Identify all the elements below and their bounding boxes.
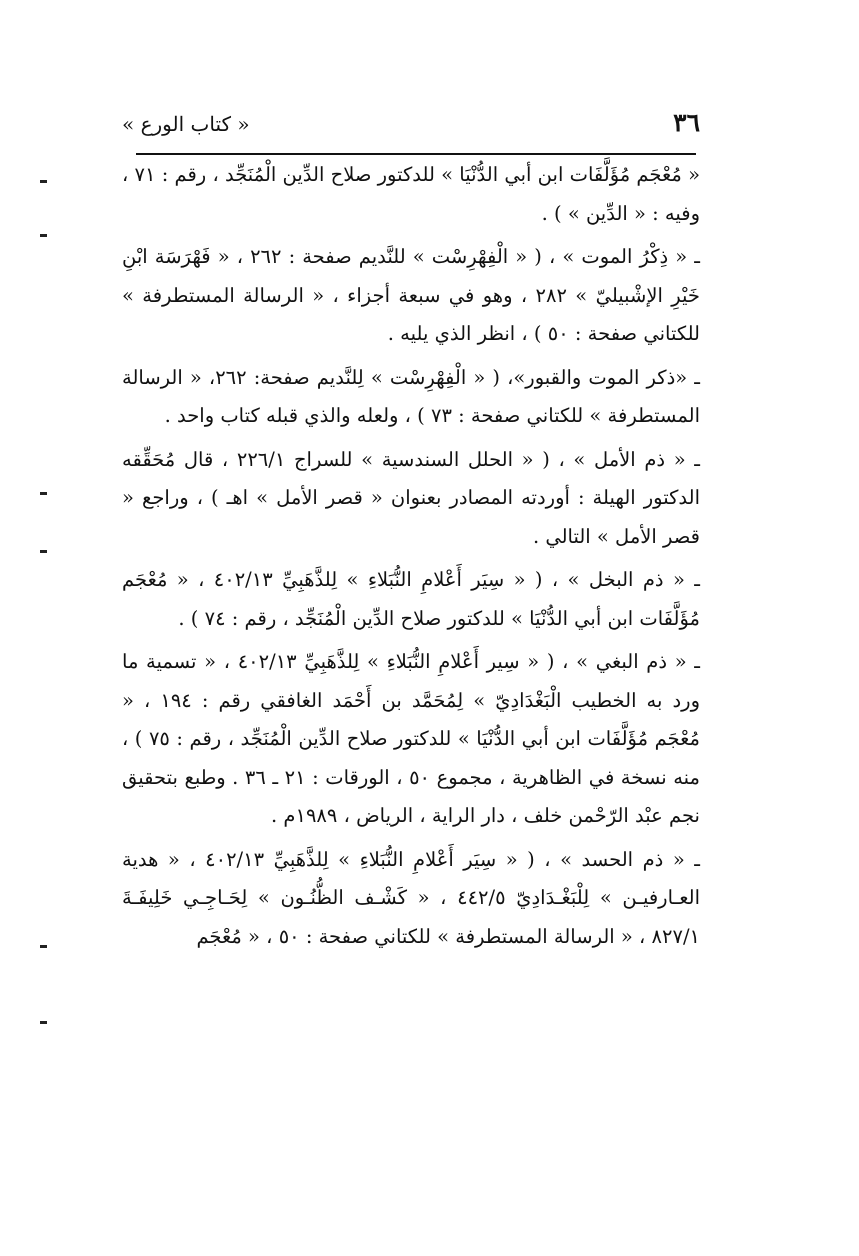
entry-paragraph: ـ « ذم الحسد » ، ( « سِيَر أَعْلامِ النُّبَلاءِ » لِلذَّهَبِيِّ ٤٠٢/١٣ ، « هدية العـارفيـن » لِلْبَغْـدَادِيّ ٤٤٢/٥ ، « كَشْـف الظُّنُـون » لِحَـاجِـي خَلِيفَـةَ ٨٢٧/١ ، « الرسالة المستطرفة » للكتاني صفحة : ٥٠ ، « مُعْجَم — [122, 847, 700, 948]
running-title: « كتاب الورع » — [122, 112, 250, 136]
scan-speck — [40, 945, 47, 948]
scan-speck — [40, 1021, 47, 1024]
entry-paragraph: ـ « ذِكْرُ الموت » ، ( « الْفِهْرِسْت » للنَّديم صفحة : ٢٦٢ ، « فَهْرَسَة ابْنِ خَيْرِ الإشْبيليّ » ٢٨٢ ، وهو في سبعة أجزاء ، « الرسالة المستطرفة » للكتاني صفحة : ٥٠ ) ، انظر الذي يليه . — [122, 245, 700, 345]
entry-paragraph: ـ « ذم البخل » ، ( « سِيَر أَعْلامِ النُّبَلاءِ » لِلذَّهَبِيِّ ٤٠٢/١٣ ، « مُعْجَم مُؤَلَّفَات ابن أبي الدُّنْيَا » للدكتور صلاح الدِّين الْمُنَجِّد ، رقم : ٧٤ ) . — [122, 568, 700, 630]
page-number: ٣٦ — [673, 108, 700, 137]
entry-paragraph: ـ «ذكر الموت والقبور»، ( « الْفِهْرِسْت » لِلنَّديم صفحة: ٢٦٢، « الرسالة المستطرفة » للكتاني صفحة : ٧٣ ) ، ولعله والذي قبله كتاب واحد . — [122, 365, 700, 427]
entry-paragraph: ـ « ذم الأمل » ، ( « الحلل السندسية » للسراج ٢٢٦/١ ، قال مُحَقِّقه الدكتور الهيلة : أوردته المصادر بعنوان « قصر الأمل » اهـ ) ، وراجع « قصر الأمل » التالي . — [122, 447, 700, 548]
entry-paragraph: « مُعْجَم مُؤَلَّفَات ابن أبي الدُّنْيَا » للدكتور صلاح الدِّين الْمُنَجِّد ، رقم : ٧١ ، وفيه : « الدِّين » ) . — [122, 163, 701, 225]
header-rule — [136, 153, 696, 155]
scan-speck — [40, 234, 47, 237]
page-header — [122, 108, 700, 148]
entry-paragraph: ـ « ذم البغي » ، ( « سِير أَعْلامِ النُّبَلاءِ » لِلذَّهَبِيِّ ٤٠٢/١٣ ، « تسمية ما ورد به الخطيب الْبَغْدَادِيّ » لِمُحَمَّد بن أَحْمَد الغافقي رقم : ١٩٤ ، « مُعْجَم مُؤَلَّفَات ابن أبي الدُّنْيَا » للدكتور صلاح الدِّين الْمُنَجِّد ، رقم : ٧٥ ) ، منه نسخة في الظاهرية ، مجموع ٥٠ ، الورقات : ٢١ ـ ٣٦ . وطبع بتحقيق نجم عبْد الرّحْمن خلف ، دار الراية ، الرياض ، ١٩٨٩م . — [122, 650, 701, 827]
scan-speck — [40, 550, 47, 553]
scan-speck — [40, 180, 47, 183]
scan-speck — [40, 492, 47, 495]
footnote-body — [122, 156, 700, 961]
